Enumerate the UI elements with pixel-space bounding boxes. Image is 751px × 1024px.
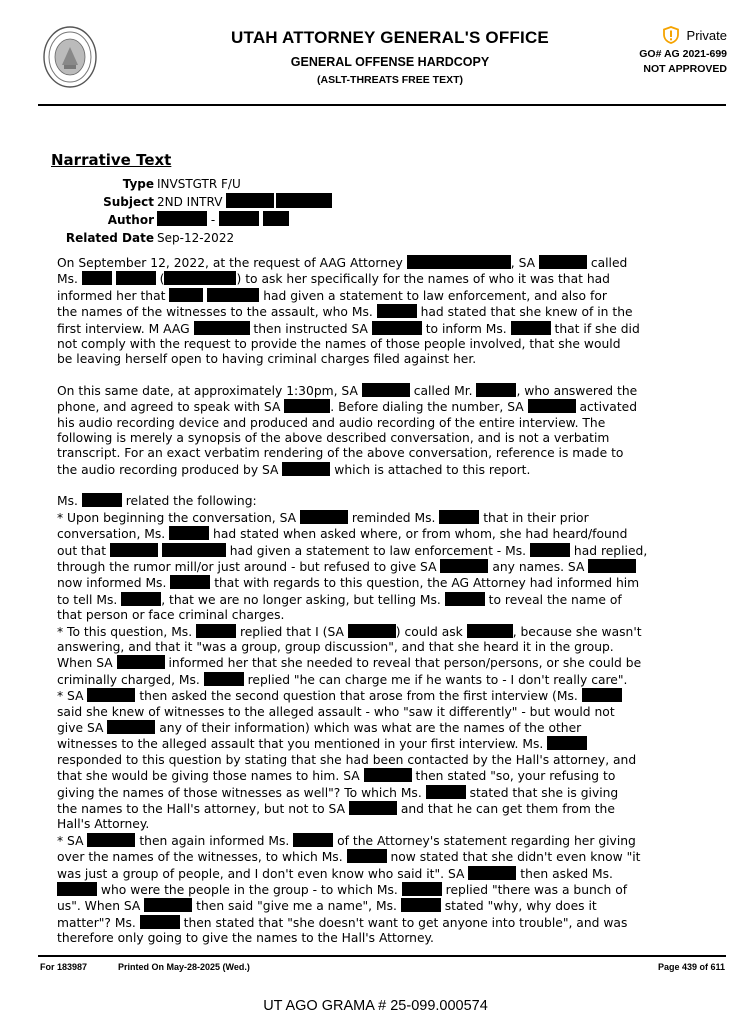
redaction <box>121 592 161 606</box>
narrative-text: had stated when asked where, or from whom, she had heard/found out that <box>57 527 628 558</box>
report-subtype: (ASLT-THREATS FREE TEXT) <box>316 74 464 86</box>
redaction <box>539 255 587 269</box>
meta-label: Subject <box>103 195 154 209</box>
narrative-text: any of their information) which was what are the names of the other witnesses to the alleged assault that you mentioned in your first interview. Ms. <box>57 720 582 752</box>
narrative-text: then asked the second question that arose from the first interview (Ms. <box>135 689 582 704</box>
narrative-text: had given a statement to law enforcement, and also for the names of the witnesses to the assault, who Ms. <box>57 288 607 320</box>
redaction <box>107 720 155 734</box>
meta-row-type <box>0 175 400 193</box>
narrative-text: Ms. <box>57 494 82 509</box>
footer-divider <box>38 955 726 957</box>
redaction <box>284 399 330 413</box>
redaction <box>140 915 180 929</box>
narrative-text: called Ms. <box>57 256 628 287</box>
narrative-text: to inform Ms. <box>421 321 511 336</box>
narrative-text: replied "there was a bunch of us". When SA <box>57 883 628 914</box>
report-status-block <box>639 26 727 75</box>
narrative-text: replied that I (SA <box>236 624 348 639</box>
page-number: Page 439 of 611 <box>657 962 725 972</box>
narrative-text: now informed Ms. <box>57 576 167 591</box>
narrative-text: activated his audio recording device and produced and audio recording of the entire interview. The following is merely a synopsis of the above described conversation, and is not a verbatim transcript. For an exact verbatim rendering of the above conversation, reference is made to the audio recording produced by SA <box>57 400 638 477</box>
narrative-text: which is attached to this report. <box>330 462 531 477</box>
redaction <box>377 304 417 318</box>
narrative-body <box>57 255 707 947</box>
redaction <box>207 288 259 302</box>
redaction <box>170 575 210 589</box>
meta-label: Type <box>122 177 154 191</box>
redaction <box>219 211 259 226</box>
redaction <box>82 493 122 507</box>
narrative-text: now stated that she didn't even know "it was just a group of people, and I don't even know who said it". SA <box>57 850 641 881</box>
redaction <box>82 271 112 285</box>
narrative-text: , who answered the phone, and agreed to speak with SA <box>57 383 638 415</box>
redaction <box>157 211 207 226</box>
meta-row-author <box>0 211 400 229</box>
narrative-text: had given a statement to law enforcement - Ms. <box>225 543 530 558</box>
narrative-paragraph <box>57 493 707 946</box>
redaction <box>364 768 412 782</box>
redaction <box>169 526 209 540</box>
narrative-text: stated "why, why does it matter"? Ms. <box>57 899 597 930</box>
narrative-text: replied "he can charge me if he wants to - I don't really care". * SA <box>57 672 628 704</box>
narrative-text: ( <box>155 272 165 287</box>
narrative-text: then stated that "she doesn't want to get anyone into trouble", and was therefore only going to give the names to the Hall's Attorney. <box>57 915 628 946</box>
narrative-text: , SA <box>510 256 539 270</box>
narrative-text: ) to ask her specifically for the names of who it was that had informed her that <box>57 272 610 303</box>
redaction <box>348 624 396 638</box>
narrative-text: informed her that she needed to reveal that person/persons, or she could be criminally charged, Ms. <box>57 656 642 687</box>
redaction <box>547 736 587 750</box>
redaction <box>511 321 551 335</box>
privacy-label: Private <box>686 27 727 43</box>
redaction <box>226 193 274 208</box>
narrative-text: reminded Ms. <box>347 510 440 525</box>
narrative-paragraph <box>57 383 707 478</box>
meta-value-text: 2ND INTRV <box>157 195 223 209</box>
go-number: GO# AG 2021-699 <box>639 48 727 60</box>
meta-row-subject <box>0 193 400 211</box>
printed-on: Printed On May-28-2025 (Wed.) <box>118 962 250 972</box>
narrative-text: then said "give me a name", Ms. <box>192 899 401 914</box>
narrative-text: , that we are no longer asking, but telling Ms. <box>161 592 445 607</box>
narrative-text: had replied, through the rumor mill/or just around - but refused to give SA <box>57 543 648 574</box>
redaction <box>276 193 332 208</box>
redaction <box>349 801 397 815</box>
narrative-text: to reveal the name of that person or face criminal charges. * To this question, Ms. <box>57 592 622 639</box>
narrative-text: who were the people in the group - to which Ms. <box>97 883 402 898</box>
narrative-text: that with regards to this question, the AG Attorney had informed him to tell Ms. <box>57 576 640 607</box>
narrative-text: On September 12, 2022, at the request of AAG Attorney <box>57 256 407 270</box>
redaction <box>293 833 333 847</box>
redaction <box>528 399 576 413</box>
narrative-text: and that he can get them from the Hall's Attorney. * SA <box>57 802 615 848</box>
redaction <box>426 785 466 799</box>
redaction <box>162 543 226 557</box>
metadata-block <box>0 175 400 247</box>
redaction <box>300 510 348 524</box>
meta-label: Author <box>107 213 154 227</box>
meta-value: Sep-12-2022 <box>157 231 235 245</box>
meta-value <box>157 211 289 229</box>
redaction <box>164 271 236 285</box>
narrative-text: that in their prior conversation, Ms. <box>57 510 589 542</box>
redaction <box>57 882 97 896</box>
narrative-paragraph <box>57 255 707 368</box>
narrative-text: stated that she is giving the names to the Hall's attorney, but not to SA <box>57 785 619 816</box>
redaction <box>440 559 488 573</box>
redaction <box>439 510 479 524</box>
header-divider <box>38 104 726 106</box>
redaction <box>263 211 289 226</box>
redaction <box>194 321 250 335</box>
office-title: UTAH ATTORNEY GENERAL'S OFFICE <box>231 28 549 47</box>
redaction <box>196 624 236 638</box>
redaction <box>204 672 244 686</box>
meta-label: Related Date <box>65 231 154 245</box>
report-type: GENERAL OFFENSE HARDCOPY <box>290 55 490 69</box>
redaction <box>87 688 135 702</box>
narrative-text: had stated that she knew of in the first interview. M AAG <box>57 305 633 336</box>
redaction <box>347 849 387 863</box>
narrative-text: of the Attorney's statement regarding her giving over the names of the witnesses, to which Ms. <box>57 833 636 865</box>
redaction <box>169 288 203 302</box>
state-seal-icon <box>42 25 98 89</box>
redaction <box>407 255 511 269</box>
narrative-text: related the following: * Upon beginning the conversation, SA <box>57 494 297 525</box>
redaction <box>117 655 165 669</box>
narrative-text: then instructed SA <box>249 321 372 336</box>
redaction <box>445 592 485 606</box>
redaction <box>401 898 441 912</box>
redaction <box>582 688 622 702</box>
narrative-text: On this same date, at approximately 1:30pm, SA <box>57 383 362 398</box>
redaction <box>402 882 442 896</box>
author-separator: - <box>210 213 216 227</box>
meta-value: INVSTGTR F/U <box>157 177 241 191</box>
narrative-text: that if she did not comply with the request to provide the names of those people involved, that she would be leaving herself open to having criminal charges filed against her. <box>57 321 640 367</box>
meta-value <box>157 193 332 211</box>
redaction <box>87 833 135 847</box>
redaction <box>476 383 516 397</box>
narrative-text: called Mr. <box>409 383 477 398</box>
redaction <box>467 624 513 638</box>
section-title: Narrative Text <box>51 151 172 169</box>
narrative-text: , because she wasn't answering, and that it "was a group, group discussion", and that she heard it in the group. When SA <box>57 624 642 671</box>
redaction <box>372 321 422 335</box>
narrative-text: . Before dialing the number, SA <box>330 400 528 415</box>
narrative-text: then stated "so, your refusing to giving the names of those witnesses as well"? To which Ms. <box>57 769 616 800</box>
narrative-text: ) could ask <box>395 624 467 639</box>
redaction <box>116 271 156 285</box>
shield-icon <box>663 26 679 44</box>
approval-status: NOT APPROVED <box>643 63 727 75</box>
redaction <box>530 543 570 557</box>
redaction <box>588 559 636 573</box>
narrative-text: then again informed Ms. <box>135 833 294 848</box>
redaction <box>362 383 410 397</box>
narrative-text: responded to this question by stating that she had been contacted by the Hall's attorney, and that she would be giving those names to him. SA <box>57 752 637 784</box>
redaction <box>468 866 516 880</box>
for-number: For 183987 <box>40 962 88 972</box>
redaction <box>110 543 158 557</box>
redaction <box>282 462 330 476</box>
meta-row-related-date <box>0 229 400 247</box>
grama-stamp: UT AGO GRAMA # 25-099.000574 <box>263 998 488 1014</box>
redaction <box>144 898 192 912</box>
narrative-text: said she knew of witnesses to the alleged assault - who "saw it differently" - but would not give SA <box>57 704 615 735</box>
narrative-text: then asked Ms. <box>520 866 613 881</box>
narrative-text: any names. SA <box>488 559 589 574</box>
